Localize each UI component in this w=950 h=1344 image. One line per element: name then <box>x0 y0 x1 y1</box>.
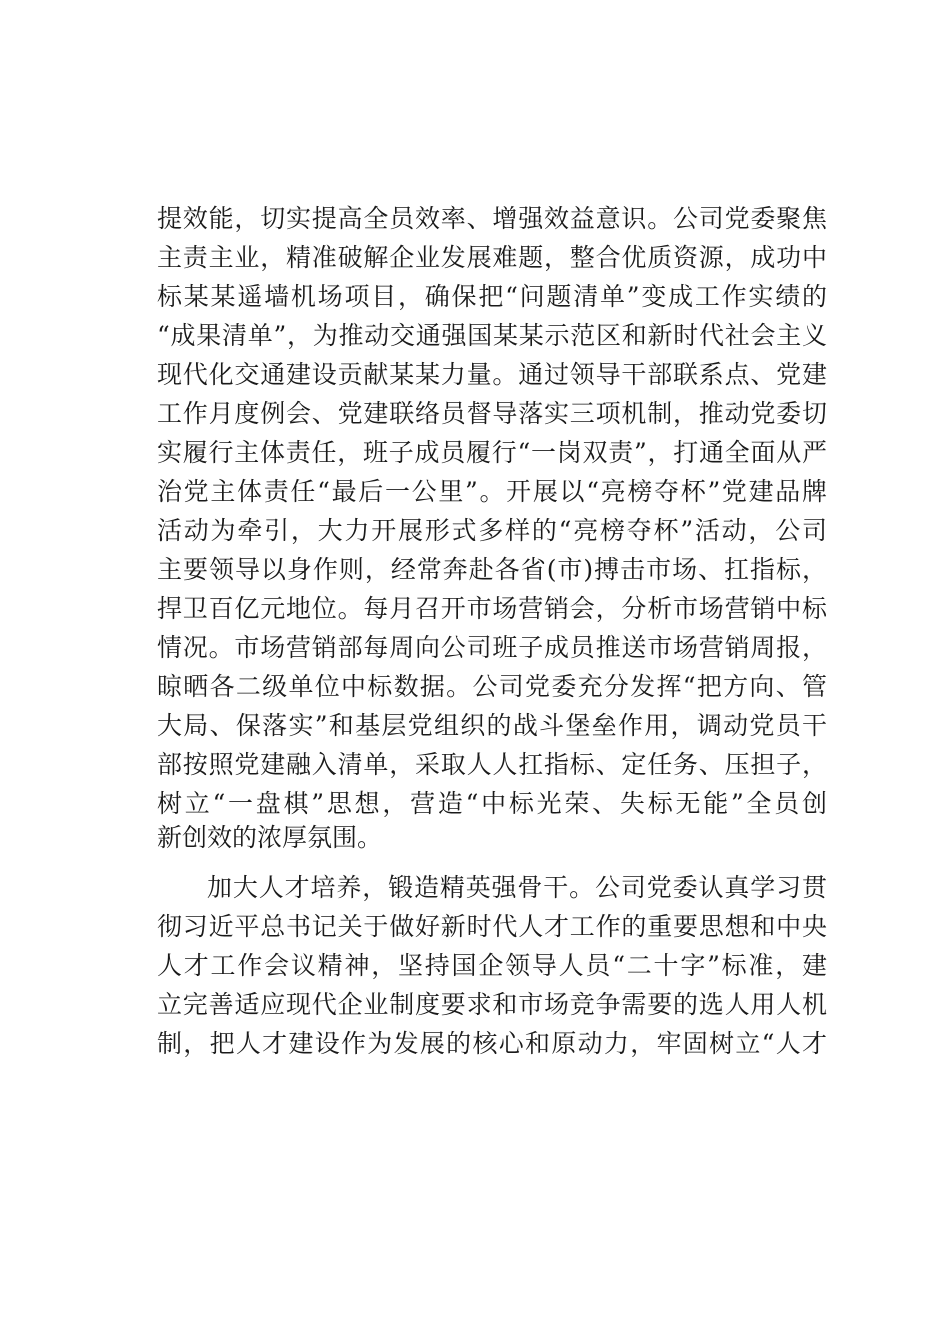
paragraph-line: 人才工作会议精神，坚持国企领导人员“二十字”标准，建 <box>157 951 827 980</box>
paragraph-line: 现代化交通建设贡献某某力量。通过领导干部联系点、党建 <box>157 360 827 389</box>
paragraph-1 <box>157 199 827 823</box>
paragraph-line: 新创效的浓厚氛围。 <box>157 823 383 852</box>
paragraph-line: “成果清单”，为推动交通强国某某示范区和新时代社会主义 <box>157 321 827 350</box>
paragraph-line: 树立“一盘棋”思想，营造“中标光荣、失标无能”全员创 <box>157 789 827 818</box>
paragraph-line: 实履行主体责任，班子成员履行“一岗双责”，打通全面从严 <box>157 438 827 467</box>
paragraph-line: 立完善适应现代企业制度要求和市场竞争需要的选人用人机 <box>157 990 827 1019</box>
paragraph-line: 彻习近平总书记关于做好新时代人才工作的重要思想和中央 <box>157 912 827 941</box>
paragraph-line: 主责主业，精准破解企业发展难题，整合优质资源，成功中 <box>157 243 827 272</box>
paragraph-line: 部按照党建融入清单，采取人人扛指标、定任务、压担子， <box>157 750 827 779</box>
paragraph-line: 活动为牵引，大力开展形式多样的“亮榜夺杯”活动，公司 <box>157 516 827 545</box>
paragraph-line: 制，把人才建设作为发展的核心和原动力，牢固树立“人才 <box>157 1029 827 1058</box>
paragraph-2 <box>157 868 827 1063</box>
paragraph-line: 大局、保落实”和基层党组织的战斗堡垒作用，调动党员干 <box>157 711 827 740</box>
paragraph-line: 加大人才培养，锻造精英强骨干。公司党委认真学习贯 <box>207 873 827 902</box>
paragraph-line: 情况。市场营销部每周向公司班子成员推送市场营销周报， <box>157 633 827 662</box>
paragraph-line: 捍卫百亿元地位。每月召开市场营销会，分析市场营销中标 <box>157 594 827 623</box>
paragraph-line: 晾晒各二级单位中标数据。公司党委充分发挥“把方向、管 <box>157 672 827 701</box>
paragraph-line: 主要领导以身作则，经常奔赴各省(市)搏击市场、扛指标， <box>157 555 827 584</box>
paragraph-1-ending <box>157 818 827 857</box>
paragraph-line: 治党主体责任“最后一公里”。开展以“亮榜夺杯”党建品牌 <box>157 477 827 506</box>
paragraph-line: 提效能，切实提高全员效率、增强效益意识。公司党委聚焦 <box>157 204 827 233</box>
paragraph-line: 标某某遥墙机场项目，确保把“问题清单”变成工作实绩的 <box>157 282 827 311</box>
paragraph-line: 工作月度例会、党建联络员督导落实三项机制，推动党委切 <box>157 399 827 428</box>
